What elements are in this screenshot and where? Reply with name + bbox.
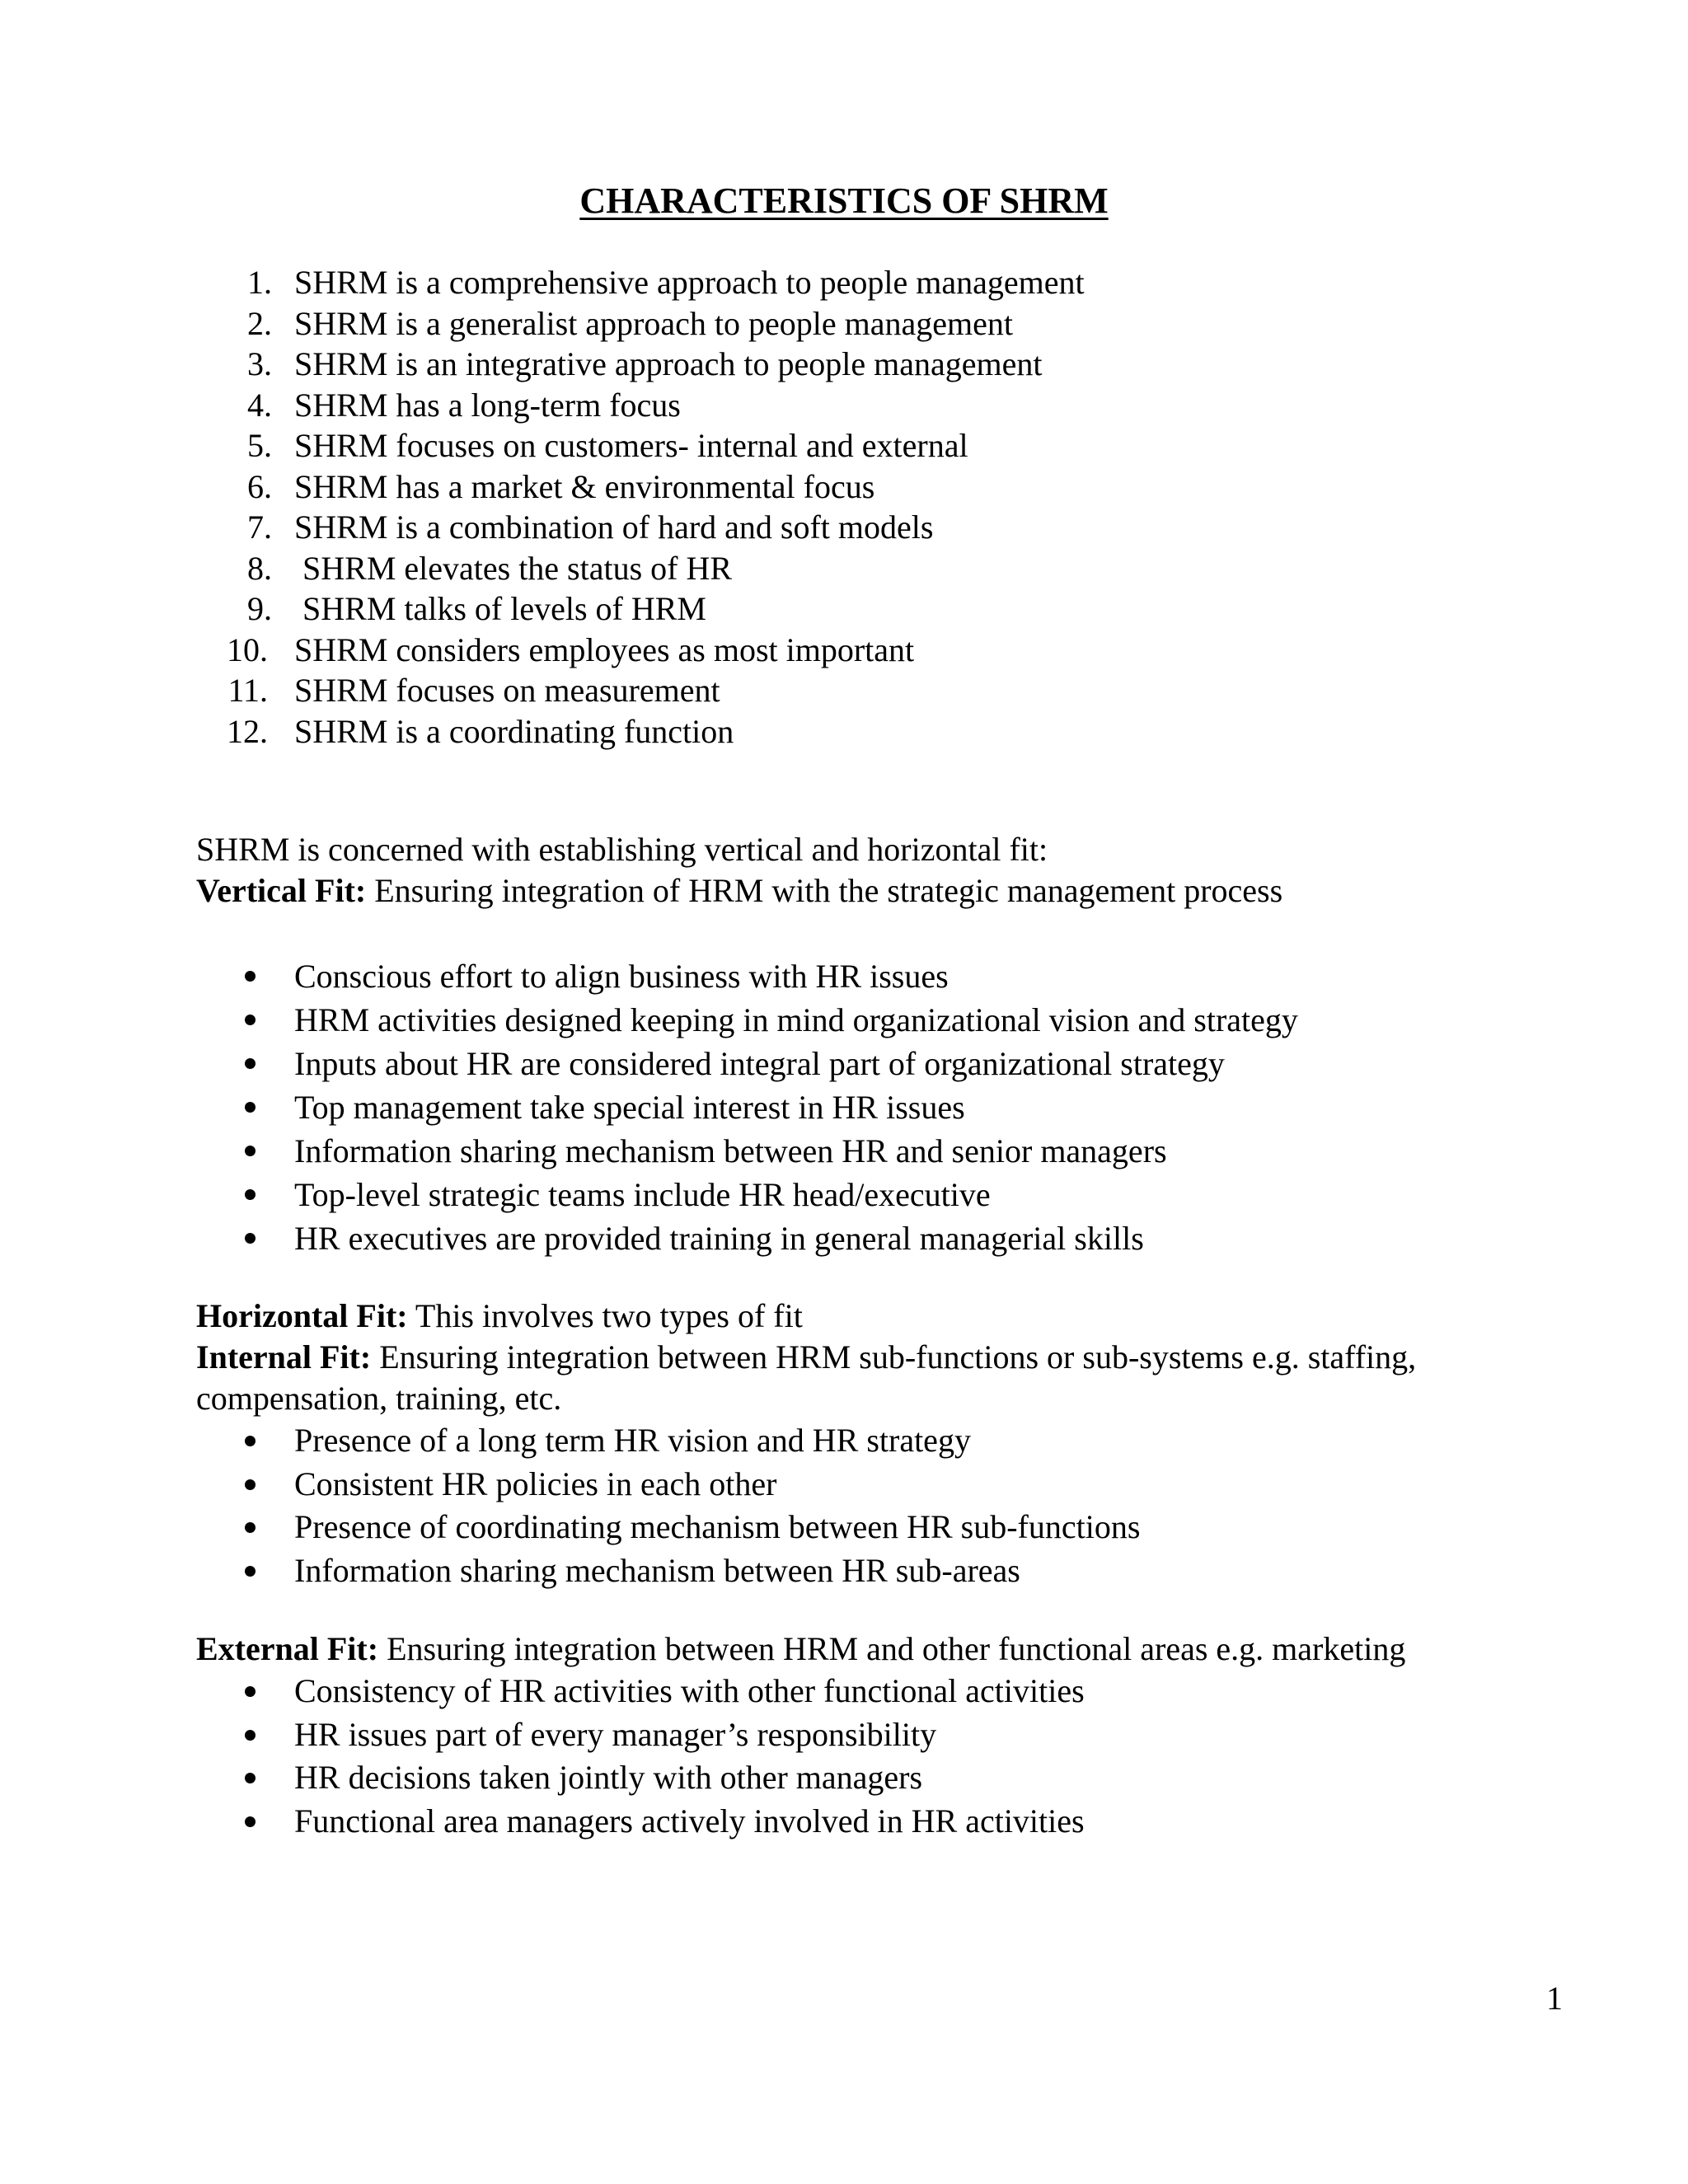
external-fit-paragraph xyxy=(196,1629,1405,1670)
bullet-icon xyxy=(245,1146,256,1156)
vertical-fit-text: Ensuring integration of HRM with the strategic management process xyxy=(366,872,1283,909)
vertical-fit-label: Vertical Fit: xyxy=(196,872,367,909)
bullet-icon xyxy=(245,1686,256,1697)
list-item-text: SHRM is an integrative approach to people management xyxy=(294,345,1043,382)
list-item-text: Presence of a long term HR vision and HR strategy xyxy=(294,1422,971,1459)
bullet-icon xyxy=(245,1479,256,1490)
list-item-text: Presence of coordinating mechanism between HR sub-functions xyxy=(294,1508,1141,1545)
list-item-number: 9. xyxy=(247,590,272,627)
list-item-text: HRM activities designed keeping in mind organizational vision and strategy xyxy=(294,1001,1298,1038)
horizontal-fit-paragraph xyxy=(196,1296,803,1337)
horizontal-fit-label: Horizontal Fit: xyxy=(196,1297,408,1334)
list-item-text: Functional area managers actively involved in HR activities xyxy=(294,1802,1085,1840)
list-item-text: SHRM talks of levels of HRM xyxy=(302,590,706,627)
internal-fit-paragraph xyxy=(196,1337,1416,1378)
bullet-icon xyxy=(245,1566,256,1577)
list-item-text: SHRM is a comprehensive approach to people management xyxy=(294,264,1085,301)
list-item-text: SHRM is a coordinating function xyxy=(294,712,734,750)
list-item-text: SHRM considers employees as most important xyxy=(294,630,915,668)
internal-fit-paragraph-continued: compensation, training, etc. xyxy=(196,1380,562,1417)
external-fit-label: External Fit: xyxy=(196,1630,379,1667)
internal-fit-text: Ensuring integration between HRM sub-functions or sub-systems e.g. staffing, xyxy=(371,1338,1417,1376)
list-item-number: 12. xyxy=(227,712,268,750)
list-item-text: Conscious effort to align business with HR issues xyxy=(294,958,949,995)
list-item-text: HR decisions taken jointly with other managers xyxy=(294,1759,923,1796)
list-item-number: 10. xyxy=(227,630,268,668)
list-item-text: Top-level strategic teams include HR head/executive xyxy=(294,1176,991,1213)
list-item-number: 7. xyxy=(247,509,272,546)
page-title xyxy=(0,180,1688,223)
horizontal-fit-text: This involves two types of fit xyxy=(407,1297,803,1334)
bullet-icon xyxy=(245,1773,256,1783)
bullet-icon xyxy=(245,1102,256,1113)
external-fit-text: Ensuring integration between HRM and other functional areas e.g. marketing xyxy=(378,1630,1406,1667)
bullet-icon xyxy=(245,1015,256,1025)
page-number: 1 xyxy=(1546,1980,1563,2017)
list-item-text: SHRM elevates the status of HR xyxy=(302,549,733,587)
list-item-text: SHRM focuses on customers- internal and external xyxy=(294,427,968,464)
fit-intro-paragraph: SHRM is concerned with establishing vertical and horizontal fit: xyxy=(196,831,1048,868)
bullet-icon xyxy=(245,1730,256,1741)
list-item-text: SHRM focuses on measurement xyxy=(294,672,720,709)
list-item-text: SHRM has a market & environmental focus xyxy=(294,467,875,505)
list-item-text: Consistency of HR activities with other functional activities xyxy=(294,1672,1085,1709)
list-item-number: 2. xyxy=(247,304,272,342)
bullet-icon xyxy=(245,1816,256,1827)
list-item-text: Top management take special interest in HR issues xyxy=(294,1089,965,1126)
list-item-text: SHRM has a long-term focus xyxy=(294,386,681,424)
list-item-text: Information sharing mechanism between HR and senior managers xyxy=(294,1132,1167,1169)
list-item-number: 8. xyxy=(247,549,272,587)
list-item-text: SHRM is a generalist approach to people management xyxy=(294,304,1013,342)
list-item-text: Information sharing mechanism between HR sub-areas xyxy=(294,1551,1020,1589)
list-item-text: SHRM is a combination of hard and soft models xyxy=(294,509,934,546)
bullet-icon xyxy=(245,1233,256,1244)
list-item-number: 5. xyxy=(247,427,272,464)
list-item-text: Inputs about HR are considered integral part of organizational strategy xyxy=(294,1045,1225,1082)
list-item-number: 3. xyxy=(247,345,272,382)
list-item-number: 11. xyxy=(227,672,268,709)
bullet-icon xyxy=(245,1436,256,1446)
vertical-fit-paragraph xyxy=(196,870,1282,912)
list-item-text: HR executives are provided training in general managerial skills xyxy=(294,1220,1144,1257)
bullet-icon xyxy=(245,971,256,982)
internal-fit-label: Internal Fit: xyxy=(196,1338,372,1376)
list-item-number: 6. xyxy=(247,467,272,505)
bullet-icon xyxy=(245,1189,256,1200)
bullet-icon xyxy=(245,1522,256,1533)
page-title-text: CHARACTERISTICS OF SHRM xyxy=(579,180,1109,221)
list-item-text: HR issues part of every manager’s responsibility xyxy=(294,1715,937,1753)
bullet-icon xyxy=(245,1058,256,1069)
list-item-number: 4. xyxy=(247,386,272,424)
list-item-text: Consistent HR policies in each other xyxy=(294,1465,777,1502)
list-item-number: 1. xyxy=(247,264,272,301)
